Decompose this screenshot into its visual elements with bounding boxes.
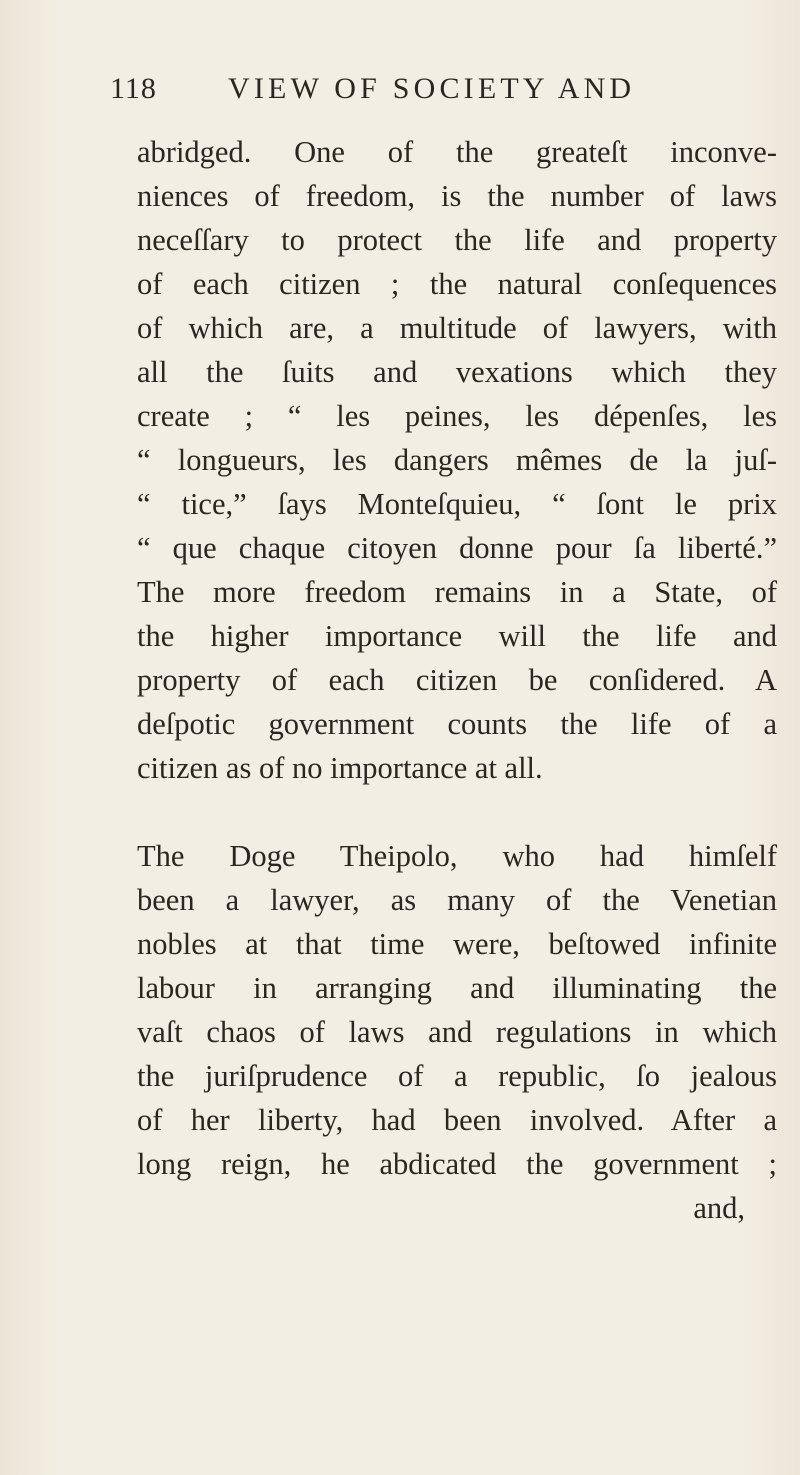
text-line: “ tice,” ſays Monteſquieu, “ ſont le prix <box>137 487 777 521</box>
text-line: The more freedom remains in a State, of <box>137 575 777 609</box>
text-line: create ; “ les peines, les dépenſes, les <box>137 399 777 433</box>
text-line: citizen as of no importance at all. <box>137 751 543 785</box>
text-line: “ que chaque citoyen donne pour ſa liberté.” <box>137 531 777 565</box>
paragraph-1 <box>137 130 777 790</box>
page-header <box>110 72 710 116</box>
text-line: labour in arranging and illuminating the <box>137 971 777 1005</box>
text-line: long reign, he abdicated the government ; <box>137 1147 777 1181</box>
text-line: all the ſuits and vexations which they <box>137 355 777 389</box>
text-line: vaſt chaos of laws and regulations in which <box>137 1015 777 1049</box>
text-line: been a lawyer, as many of the Venetian <box>137 883 777 917</box>
paragraph-2 <box>137 834 777 1186</box>
text-line: deſpotic government counts the life of a <box>137 707 777 741</box>
running-head: VIEW OF SOCIETY AND <box>228 72 636 105</box>
text-line: “ longueurs, les dangers mêmes de la juſ- <box>137 443 777 477</box>
text-line: of her liberty, had been involved. After a <box>137 1103 777 1137</box>
text-line: of each citizen ; the natural conſequences <box>137 267 777 301</box>
text-line: of which are, a multitude of lawyers, with <box>137 311 777 345</box>
paragraph-gap <box>137 790 777 834</box>
text-line: abridged. One of the greateſt inconve- <box>137 135 777 169</box>
text-line: the higher importance will the life and <box>137 619 777 653</box>
text-line: neceſſary to protect the life and property <box>137 223 777 257</box>
text-line: the juriſprudence of a republic, ſo jealous <box>137 1059 777 1093</box>
catchword: and, <box>693 1191 745 1225</box>
text-line: nobles at that time were, beſtowed infinite <box>137 927 777 961</box>
text-line: The Doge Theipolo, who had himſelf <box>137 839 777 873</box>
text-line: niences of freedom, is the number of laws <box>137 179 777 213</box>
page-number: 118 <box>110 72 157 105</box>
text-line: property of each citizen be conſidered. A <box>137 663 777 697</box>
body-text <box>137 130 777 1230</box>
